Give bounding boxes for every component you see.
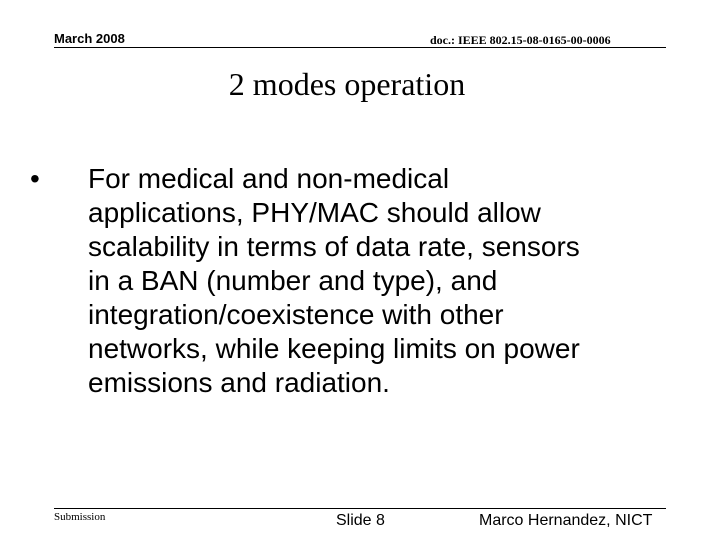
bullet-line: For medical and non-medical — [88, 163, 450, 194]
footer-author: Marco Hernandez, NICT — [479, 512, 653, 529]
header-divider — [54, 47, 666, 48]
bullet-marker: • — [30, 163, 40, 194]
footer-slide-number: Slide 8 — [336, 512, 385, 529]
bullet-line: emissions and radiation. — [88, 367, 390, 398]
header-date: March 2008 — [54, 31, 125, 46]
header-doc-id: doc.: IEEE 802.15-08-0165-00-0006 — [430, 33, 611, 47]
bullet-line: applications, PHY/MAC should allow — [88, 197, 541, 228]
slide-title: 2 modes operation — [228, 66, 466, 102]
footer-divider — [54, 508, 666, 509]
bullet-line: integration/coexistence with other — [88, 299, 504, 330]
bullet-line: in a BAN (number and type), and — [88, 265, 498, 296]
bullet-line: networks, while keeping limits on power — [88, 333, 580, 364]
bullet-text — [88, 162, 688, 400]
footer-submission: Submission — [54, 511, 106, 523]
bullet-line: scalability in terms of data rate, sensors — [88, 231, 580, 262]
